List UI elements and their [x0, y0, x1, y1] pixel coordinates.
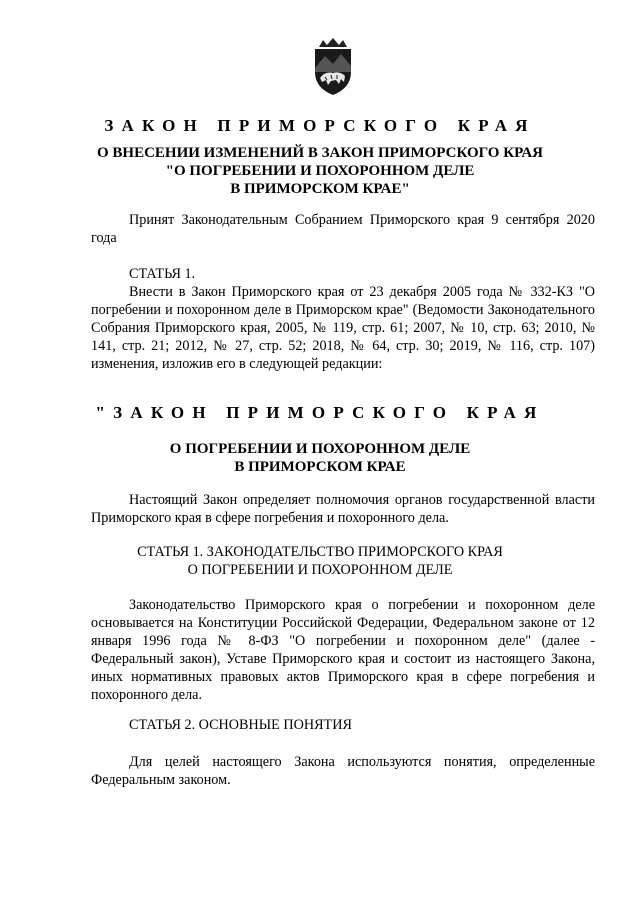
new-article-1-heading: СТАТЬЯ 1. ЗАКОНОДАТЕЛЬСТВО ПРИМОРСКОГО КРАЯ О ПОГРЕБЕНИИ И ПОХОРОННОМ ДЕЛЕ	[137, 544, 503, 578]
adoption-note: Принят Законодательным Собранием Приморского края 9 сентября 2020 года	[91, 212, 595, 246]
new-article-1-text: Законодательство Приморского края о погребении и похоронном деле основывается на Конституции Российской Федерации, Федеральном законе от 12 января 1996 года № 8-ФЗ "О погребении и похоронном деле" (далее - Федеральный закон), Уставе Приморского края и состоит из настоящего Закона, иных нормативных правовых актов Приморского края в сфере погребения и похоронного дела.	[91, 597, 595, 703]
article-1-heading: СТАТЬЯ 1.	[129, 266, 196, 282]
new-law-title: "ЗАКОН ПРИМОРСКОГО КРАЯ	[95, 403, 545, 422]
new-article-2-heading: СТАТЬЯ 2. ОСНОВНЫЕ ПОНЯТИЯ	[129, 717, 352, 733]
new-law-subtitle: О ПОГРЕБЕНИИ И ПОХОРОННОМ ДЕЛЕ В ПРИМОРСКОМ КРАЕ	[169, 441, 471, 475]
coat-of-arms-icon	[311, 38, 355, 96]
new-article-2-text: Для целей настоящего Закона используются понятия, определенные Федеральным законом.	[91, 754, 595, 788]
amendment-title: О ВНЕСЕНИИ ИЗМЕНЕНИЙ В ЗАКОН ПРИМОРСКОГО КРАЯ "О ПОГРЕБЕНИИ И ПОХОРОННОМ ДЕЛЕ В ПРИМОРСКОМ КРАЕ"	[97, 145, 543, 197]
new-law-intro: Настоящий Закон определяет полномочия органов государственной власти Приморского края в сфере погребения и похоронного дела.	[91, 492, 595, 526]
law-title: ЗАКОН ПРИМОРСКОГО КРАЯ	[104, 116, 536, 135]
article-1-text: Внести в Закон Приморского края от 23 декабря 2005 года № 332-КЗ "О погребении и похоронном деле в Приморском крае" (Ведомости Законодательного Собрания Приморского края, 2005, № 119, стр. 61; 2007, № 10, стр. 63; 2010, № 141, стр. 21; 2012, № 27, стр. 52; 2018, № 64, стр. 30; 2019, № 116, стр. 107) изменения, изложив его в следующей редакции:	[91, 284, 595, 372]
